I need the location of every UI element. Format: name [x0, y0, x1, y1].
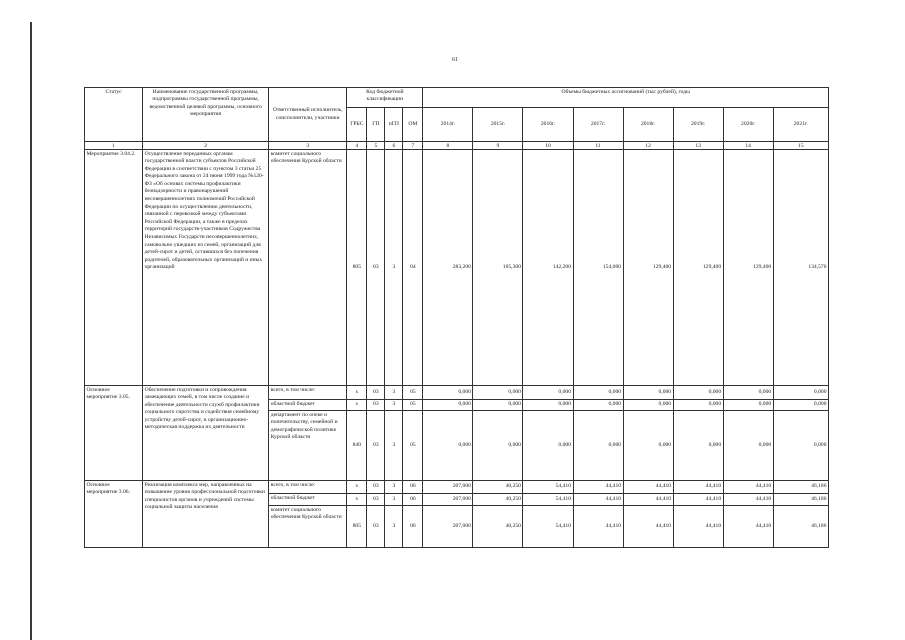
code-grbs: 805 [347, 150, 367, 386]
value-2018: 129,400 [623, 150, 673, 386]
value-2015: 40,250 [473, 494, 523, 506]
value-2018: 0,000 [623, 411, 673, 481]
value-2020: 0,000 [723, 386, 773, 400]
code-pgp: 3 [385, 400, 403, 411]
value-2017: 44,410 [573, 506, 623, 548]
header-year-2021: 2021г. [773, 108, 828, 142]
code-gp: 03 [367, 386, 385, 400]
row-executor: департамент по опеке и попечительству, семейной и демографической политике Курской области [269, 411, 347, 481]
value-2018: 44,410 [623, 481, 673, 494]
value-2017: 154,000 [573, 150, 623, 386]
code-grbs: х [347, 494, 367, 506]
value-2014: 207,000 [423, 494, 473, 506]
column-number: 10 [523, 142, 573, 150]
value-2018: 44,410 [623, 506, 673, 548]
header-year-2017: 2017г. [573, 108, 623, 142]
column-number: 12 [623, 142, 673, 150]
value-2014: 283,200 [423, 150, 473, 386]
code-om: 06 [403, 494, 423, 506]
header-year-2020: 2020г. [723, 108, 773, 142]
code-pgp: 3 [385, 506, 403, 548]
value-2014: 0,000 [423, 386, 473, 400]
code-pgp: 3 [385, 481, 403, 494]
row-status: Мероприятие 3.04.2. [85, 150, 143, 386]
value-2018: 0,000 [623, 400, 673, 411]
code-om: 06 [403, 481, 423, 494]
header-year-2014: 2014г. [423, 108, 473, 142]
code-grbs: 840 [347, 411, 367, 481]
value-2015: 0,000 [473, 386, 523, 400]
value-2015: 40,250 [473, 481, 523, 494]
row-executor: областной бюджет [269, 400, 347, 411]
value-2015: 0,000 [473, 411, 523, 481]
value-2014: 0,000 [423, 400, 473, 411]
value-2021: 134,576 [773, 150, 828, 386]
code-om: 05 [403, 400, 423, 411]
row-name: Обеспечение подготовки и сопровождения замещающих семей, в том числе создание и обеспечение деятельности служб профилактики социального сиротства и содействия семейному устройству детей-сирот, и организационно-методическая поддержка их деятельности [143, 386, 269, 481]
row-executor: всего, в том числе: [269, 386, 347, 400]
code-gp: 03 [367, 411, 385, 481]
row-executor: всего, в том числе: [269, 481, 347, 494]
column-number: 14 [723, 142, 773, 150]
value-2016: 0,000 [523, 411, 573, 481]
value-2020: 129,400 [723, 150, 773, 386]
column-number: 7 [403, 142, 423, 150]
value-2018: 44,410 [623, 494, 673, 506]
value-2019: 129,400 [673, 150, 723, 386]
value-2016: 54,410 [523, 506, 573, 548]
code-gp: 03 [367, 150, 385, 386]
row-status: Основное мероприятие 3.06. [85, 481, 143, 548]
header-executor: Ответственный исполнитель, соисполнители, участники [269, 88, 347, 142]
value-2018: 0,000 [623, 386, 673, 400]
value-2021: 0,000 [773, 411, 828, 481]
row-name: Реализация комплекса мер, направленных на повышение уровня профессиональной подготовки специалистов органов и учреждений системы социальной защиты населения [143, 481, 269, 548]
value-2019: 0,000 [673, 386, 723, 400]
column-number: 11 [573, 142, 623, 150]
value-2021: 46,186 [773, 506, 828, 548]
value-2015: 105,300 [473, 150, 523, 386]
column-number: 5 [367, 142, 385, 150]
value-2020: 44,410 [723, 506, 773, 548]
header-volumes: Объемы бюджетных ассигнований (тыс рублей), годы [423, 88, 829, 108]
code-om: 05 [403, 411, 423, 481]
value-2020: 44,410 [723, 481, 773, 494]
column-number: 8 [423, 142, 473, 150]
header-budget-code: Код бюджетной классификации [347, 88, 423, 108]
value-2019: 44,410 [673, 506, 723, 548]
value-2016: 54,410 [523, 494, 573, 506]
code-gp: 03 [367, 506, 385, 548]
row-name: Осуществление переданных органам государственной власти субъектов Российской Федерации в соответствии с пунктом 3 статьи 25 Федерального закона от 24 июня 1999 года №120-ФЗ «Об основах системы профилактики безнадзорности и правонарушений несовершеннолетних полномочий Российской Федерации по осуществлению деятельности, связанной с перевозкой между субъектами Российской Федерации, а также в пределах территорий государств-участников Содружества Независимых Государств несовершеннолетних, самовольно ушедших из семей, организаций для детей-сирот и детей, оставшихся без попечения родителей, образовательных организаций и иных организаций [143, 150, 269, 386]
value-2017: 0,000 [573, 411, 623, 481]
column-number: 1 [85, 142, 143, 150]
row-status: Основное мероприятие 3.05. [85, 386, 143, 481]
code-grbs: х [347, 386, 367, 400]
scan-margin-line [30, 22, 32, 640]
table-row [85, 150, 829, 386]
value-2021: 0,000 [773, 400, 828, 411]
header-year-2019: 2019г. [673, 108, 723, 142]
header-year-2018: 2018г. [623, 108, 673, 142]
value-2017: 44,410 [573, 494, 623, 506]
value-2020: 0,000 [723, 400, 773, 411]
column-number: 13 [673, 142, 723, 150]
value-2017: 0,000 [573, 400, 623, 411]
header-year-2015: 2015г. [473, 108, 523, 142]
value-2014: 207,000 [423, 481, 473, 494]
header-code-om: ОМ [403, 108, 423, 142]
value-2017: 44,410 [573, 481, 623, 494]
value-2017: 0,000 [573, 386, 623, 400]
column-number-row [85, 142, 829, 150]
value-2021: 46,186 [773, 494, 828, 506]
code-om: 05 [403, 386, 423, 400]
code-grbs: 805 [347, 506, 367, 548]
table-row [85, 481, 829, 494]
value-2020: 0,000 [723, 411, 773, 481]
value-2019: 0,000 [673, 400, 723, 411]
code-om: 06 [403, 506, 423, 548]
value-2020: 44,410 [723, 494, 773, 506]
code-gp: 03 [367, 400, 385, 411]
code-grbs: х [347, 400, 367, 411]
header-code-gp: ГП [367, 108, 385, 142]
value-2014: 207,000 [423, 506, 473, 548]
value-2015: 40,250 [473, 506, 523, 548]
page-number: 61 [452, 57, 458, 63]
code-pgp: 3 [385, 494, 403, 506]
header-code-grbs: ГРБС [347, 108, 367, 142]
column-number: 2 [143, 142, 269, 150]
value-2014: 0,000 [423, 411, 473, 481]
value-2019: 44,410 [673, 494, 723, 506]
header-year-2016: 2016г. [523, 108, 573, 142]
column-number: 4 [347, 142, 367, 150]
table-row [85, 386, 829, 400]
value-2021: 46,186 [773, 481, 828, 494]
column-number: 9 [473, 142, 523, 150]
value-2019: 44,410 [673, 481, 723, 494]
code-grbs: х [347, 481, 367, 494]
value-2015: 0,000 [473, 400, 523, 411]
column-number: 3 [269, 142, 347, 150]
value-2016: 0,000 [523, 400, 573, 411]
value-2021: 0,000 [773, 386, 828, 400]
budget-table [84, 87, 829, 548]
header-name: Наименование государственной программы, подпрограммы государственной программы, ведомственной целевой программы, основного мероприятия [143, 88, 269, 142]
header-status: Статус [85, 88, 143, 142]
code-gp: 03 [367, 481, 385, 494]
value-2016: 142,200 [523, 150, 573, 386]
row-executor: областной бюджет [269, 494, 347, 506]
code-pgp: 3 [385, 386, 403, 400]
column-number: 15 [773, 142, 828, 150]
value-2016: 54,410 [523, 481, 573, 494]
code-pgp: 3 [385, 150, 403, 386]
code-gp: 03 [367, 494, 385, 506]
code-om: 04 [403, 150, 423, 386]
value-2019: 0,000 [673, 411, 723, 481]
code-pgp: 3 [385, 411, 403, 481]
column-number: 6 [385, 142, 403, 150]
header-code-pgp: пГП [385, 108, 403, 142]
row-executor: комитет социального обеспечения Курской области [269, 150, 347, 386]
row-executor: комитет социального обеспечения Курской области [269, 506, 347, 548]
value-2016: 0,000 [523, 386, 573, 400]
